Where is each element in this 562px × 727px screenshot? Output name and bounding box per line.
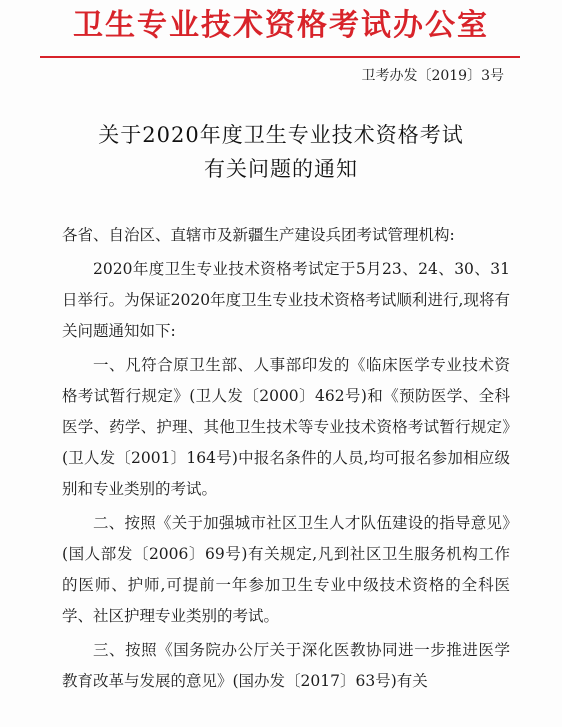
salutation: 各省、自治区、直辖市及新疆生产建设兵团考试管理机构: bbox=[62, 226, 455, 244]
document-body bbox=[62, 220, 510, 700]
paragraph-item-1: 一、凡符合原卫生部、人事部印发的《临床医学专业技术资格考试暂行规定》(卫人发〔2000〕462号)和《预防医学、全科医学、药学、护理、其他卫生技术等专业技术资格考试暂行规定》(卫人发〔2001〕164号)中报名条件的人员,均可报名参加相应级别和专业类别的考试。 bbox=[62, 356, 510, 498]
header-red-rule bbox=[40, 56, 520, 58]
document-title-line-1: 关于2020年度卫生专业技术资格考试 bbox=[98, 123, 464, 147]
document-title bbox=[0, 118, 562, 186]
document-number: 卫考办发〔2019〕3号 bbox=[361, 68, 504, 84]
document-title-line-2: 有关问题的通知 bbox=[204, 157, 358, 181]
paragraph-intro: 2020年度卫生专业技术资格考试定于5月23、24、30、31日举行。为保证2020年度卫生专业技术资格考试顺利进行,现将有关问题通知如下: bbox=[62, 260, 510, 340]
issuing-office-header: 卫生专业技术资格考试办公室 bbox=[73, 8, 489, 43]
paragraph-item-3: 三、按照《国务院办公厅关于深化医教协同进一步推进医学教育改革与发展的意见》(国办发〔2017〕63号)有关 bbox=[62, 641, 510, 690]
paragraph-item-2: 二、按照《关于加强城市社区卫生人才队伍建设的指导意见》(国人部发〔2006〕69号)有关规定,凡到社区卫生服务机构工作的医师、护师,可提前一年参加卫生专业中级技术资格的全科医学、社区护理专业类别的考试。 bbox=[62, 514, 510, 625]
